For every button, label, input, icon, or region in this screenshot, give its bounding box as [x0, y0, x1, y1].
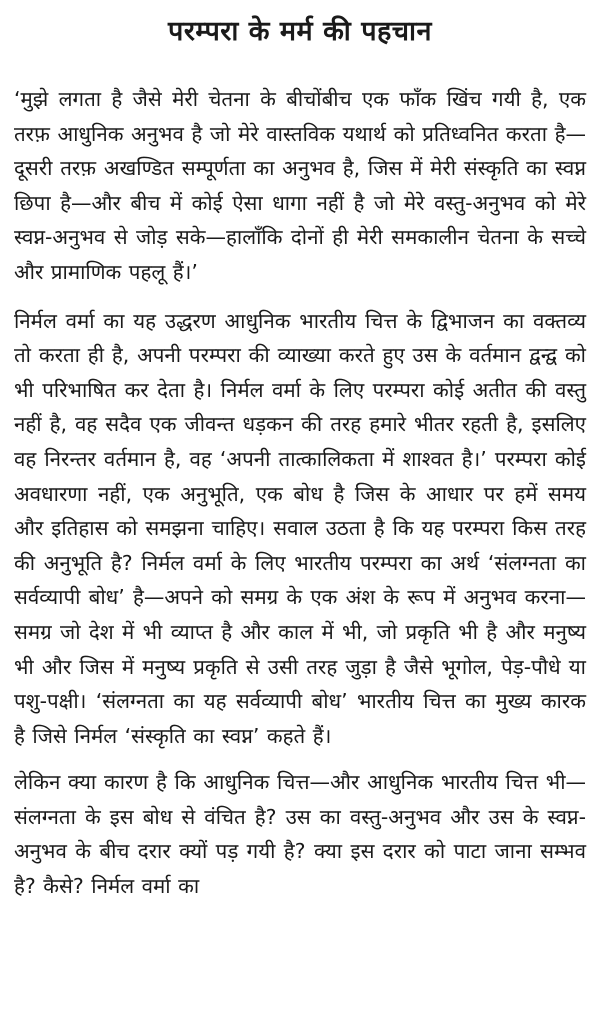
chapter-title: परम्परा के मर्म की पहचान: [167, 16, 433, 47]
body-paragraph: लेकिन क्या कारण है कि आधुनिक चित्त—और आधुनिक भारतीय चित्त भी—संलग्नता के इस बोध से वंचित है? उस का वस्तु-अनुभव और उस के स्वप्न-अनुभव के बीच दरार क्यों पड़ गयी है? क्या इस दरार को पाटा जाना सम्भव है? कैसे? निर्मल वर्मा का: [14, 770, 586, 899]
body-paragraph: निर्मल वर्मा का यह उद्धरण आधुनिक भारतीय चित्त के द्विभाजन का वक्तव्य तो करता ही है, अपनी परम्परा की व्याख्या करते हुए उस के वर्तमान द्वन्द्व को भी परिभाषित कर देता है। निर्मल वर्मा के लिए परम्परा कोई अतीत की वस्तु नहीं है, वह सदैव एक जीवन्त धड़कन की तरह हमारे भीतर रहती है, इसलिए वह निरन्तर वर्तमान है, वह ‘अपनी तात्कालिकता में शाश्वत है।’ परम्परा कोई अवधारणा नहीं, एक अनुभूति, एक बोध है जिस के आधार पर हमें समय और इतिहास को समझना चाहिए। सवाल उठता है कि यह परम्परा किस तरह की अनुभूति है? निर्मल वर्मा के लिए भारतीय परम्परा का अर्थ ‘संलग्नता का सर्वव्यापी बोध’ है—अपने को समग्र के एक अंश के रूप में अनुभव करना—समग्र जो देश में भी व्याप्त है और काल में भी, जो प्रकृति भी है और मनुष्य भी और जिस में मनुष्य प्रकृति से उसी तरह जुड़ा है जैसे भूगोल, पेड़-पौधे या पशु-पक्षी। ‘संलग्नता का यह सर्वव्यापी बोध’ भारतीय चित्त का मुख्य कारक है जिसे निर्मल ‘संस्कृति का स्वप्न’ कहते हैं।: [14, 308, 586, 748]
quote-paragraph: ‘मुझे लगता है जैसे मेरी चेतना के बीचोंबीच एक फाँक खिंच गयी है, एक तरफ़ आधुनिक अनुभव है जो मेरे वास्तविक यथार्थ को प्रतिध्वनित करता है—दूसरी तरफ़ अखण्डित सम्पूर्णता का अनुभव है, जिस में मेरी संस्कृति का स्वप्न छिपा है—और बीच में कोई ऐसा धागा नहीं है जो मेरे वस्तु-अनुभव को मेरे स्वप्न-अनुभव से जोड़ सके—हालाँकि दोनों ही मेरी समकालीन चेतना के सच्चे और प्रामाणिक पहलू हैं।’: [14, 87, 586, 284]
